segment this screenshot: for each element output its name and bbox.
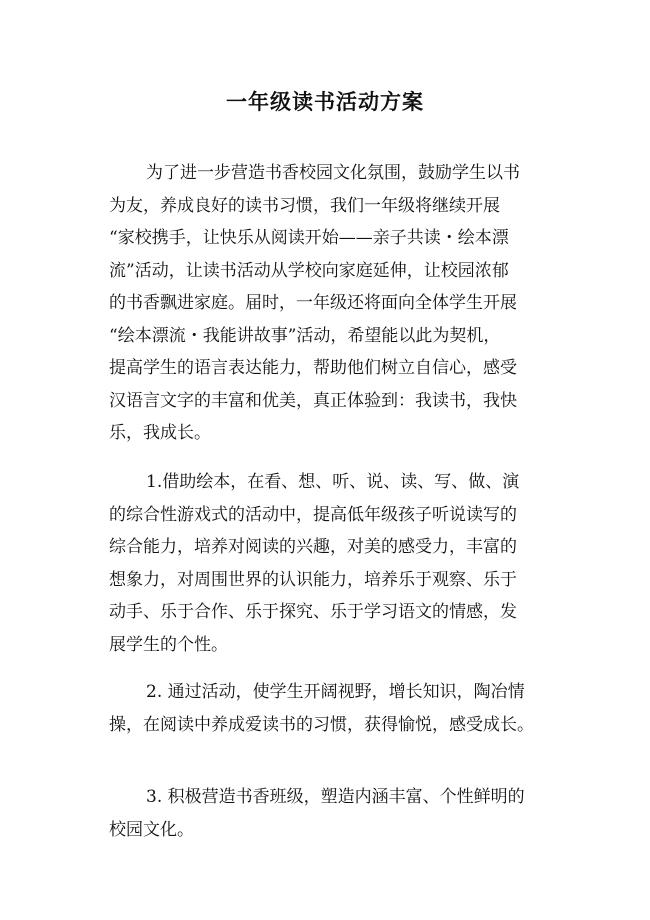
paragraph-line: 乐，我成长。	[109, 423, 211, 443]
paragraph-line: 动手、乐于合作、乐于探究、乐于学习语文的情感，发	[109, 602, 517, 622]
paragraph-line: 操，在阅读中养成爱读书的习惯，获得愉悦，感受成长。	[109, 714, 534, 735]
paragraph-line: 为友，养成良好的读书习惯，我们一年级将继续开展	[109, 195, 500, 216]
paragraph-line: 流”活动，让读书活动从学校向家庭延伸，让校园浓郁	[109, 260, 509, 281]
paragraph-line: 提高学生的语言表达能力，帮助他们树立自信心，感受	[109, 358, 517, 378]
paragraph-line: 校园文化。	[109, 819, 194, 840]
paragraph-line: “家校携手，让快乐从阅读开始——亲子共读・绘本漂	[109, 228, 509, 248]
paragraph-line: 3. 积极营造书香班级，塑造内涵丰富、个性鲜明的	[146, 787, 525, 807]
paragraph-line: 2. 通过活动，使学生开阔视野，增长知识，陶冶情	[146, 682, 525, 702]
paragraph-line: 1.借助绘本，在看、想、听、说、读、写、做、演	[146, 472, 520, 492]
paragraph-line: 汉语言文字的丰富和优美，真正体验到：我读书，我快	[109, 390, 517, 411]
paragraph-line: 想象力，对周围世界的认识能力，培养乐于观察、乐于	[109, 569, 517, 590]
paragraph-line: 综合能力，培养对阅读的兴趣，对美的感受力，丰富的	[109, 537, 517, 557]
paragraph-line: 的综合性游戏式的活动中，提高低年级孩子听说读写的	[109, 504, 517, 525]
paragraph-line: 的书香飘进家庭。届时，一年级还将面向全体学生开展	[109, 293, 517, 313]
paragraph-line: 为了进一步营造书香校园文化氛围，鼓励学生以书	[146, 163, 520, 183]
paragraph-goal-1	[109, 466, 549, 661]
paragraph-line: “绘本漂流・我能讲故事”活动，希望能以此为契机，	[109, 325, 501, 346]
paragraph-goal-3	[109, 781, 549, 846]
paragraph-line: 展学生的个性。	[109, 634, 228, 655]
paragraph-intro	[109, 157, 549, 450]
document-title: 一年级读书活动方案	[226, 90, 424, 114]
paragraph-goal-2	[109, 676, 549, 741]
